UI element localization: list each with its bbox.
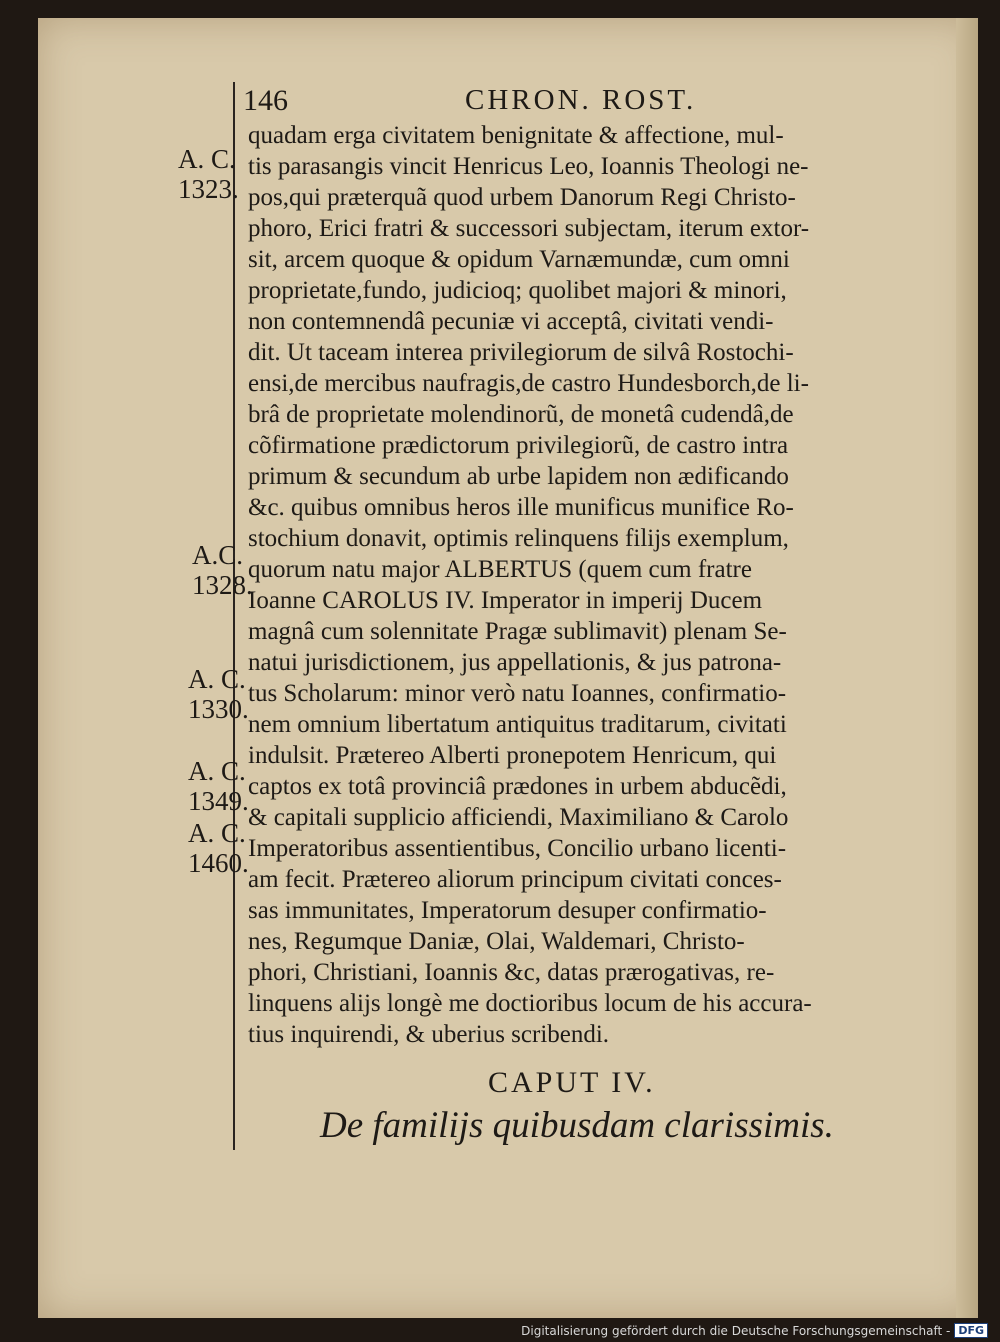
text-line: phori, Christiani, Ioannis &c, datas prærogativas, re-	[248, 959, 775, 986]
text-line: quadam erga civitatem benignitate & affectione, mul-	[248, 122, 784, 149]
margin-note-text: A. C. 1349.	[188, 756, 249, 816]
text-line: &c. quibus omnibus heros ille munificus munifice Ro-	[248, 494, 794, 521]
running-head: CHRON. ROST.	[465, 84, 697, 116]
text-line: indulsit. Prætereo Alberti pronepotem Henricum, qui	[248, 742, 777, 769]
text-line: tis parasangis vincit Henricus Leo, Ioannis Theologi ne-	[248, 153, 809, 180]
text-line: tus Scholarum: minor verò natu Ioannes, confirmatio-	[248, 680, 787, 707]
margin-note-text: A. C. 1323.	[178, 144, 239, 204]
text-line: magnâ cum solennitate Pragæ sublimavit) plenam Se-	[248, 618, 787, 645]
margin-note-1323	[178, 144, 239, 204]
chapter-title: De familijs quibusdam clarissimis.	[320, 1105, 834, 1146]
text-line: linquens alijs longè me doctioribus locum de his accura-	[248, 990, 812, 1017]
text-line: stochium donavit, optimis relinquens filijs exemplum,	[248, 525, 789, 552]
text-line: natui jurisdictionem, jus appellationis, & jus patrona-	[248, 649, 782, 676]
dfg-logo: DFG	[954, 1323, 988, 1338]
text-line: tius inquirendi, & uberius scribendi.	[248, 1021, 610, 1048]
text-line: phoro, Erici fratri & successori subjectam, iterum extor-	[248, 215, 810, 242]
text-line: quorum natu major ALBERTUS (quem cum fratre	[248, 556, 752, 583]
text-line: primum & secundum ab urbe lapidem non ædificando	[248, 463, 789, 490]
margin-note-text: A. C. 1460.	[188, 818, 249, 878]
text-line: ensi,de mercibus naufragis,de castro Hundesborch,de li-	[248, 370, 809, 397]
text-line: am fecit. Prætereo aliorum principum civitati conces-	[248, 866, 782, 893]
text-line: pos,qui præterquã quod urbem Danorum Regi Christo-	[248, 184, 796, 211]
text-line: Ioanne CAROLUS IV. Imperator in imperij Ducem	[248, 587, 763, 614]
text-line: sas immunitates, Imperatorum desuper confirmatio-	[248, 897, 767, 924]
text-line: nem omnium libertatum antiquitus traditarum, civitati	[248, 711, 787, 738]
text-line: cõfirmatione prædictorum privilegiorũ, de castro intra	[248, 432, 789, 459]
margin-note-text: A.C. 1328.	[192, 540, 253, 600]
page-header	[243, 78, 763, 118]
page-edge	[956, 18, 978, 1318]
text-line: brâ de proprietate molendinorũ, de monetâ cudendâ,de	[248, 401, 794, 428]
margin-note-1349	[188, 756, 249, 816]
margin-note-text: A. C. 1330.	[188, 664, 249, 724]
body-text	[248, 120, 928, 1050]
margin-note-1330	[188, 664, 249, 724]
margin-note-1328	[192, 540, 253, 600]
text-line: proprietate,fundo, judicioq; quolibet majori & minori,	[248, 277, 787, 304]
text-line: sit, arcem quoque & opidum Varnæmundæ, cum omni	[248, 246, 790, 273]
text-line: dit. Ut taceam interea privilegiorum de silvâ Rostochi-	[248, 339, 794, 366]
credit-text: Digitalisierung gefördert durch die Deutsche Forschungsgemeinschaft -	[521, 1323, 951, 1338]
text-line: captos ex totâ provinciâ prædones in urbem abducẽdi,	[248, 773, 787, 800]
margin-rule	[233, 82, 235, 1150]
text-line: & capitali supplicio afficiendi, Maximiliano & Carolo	[248, 804, 789, 831]
margin-note-1460	[188, 818, 249, 878]
page-number: 146	[243, 84, 288, 117]
chapter-heading: CAPUT IV.	[488, 1066, 656, 1099]
text-line: non contemnendâ pecuniæ vi acceptâ, civitati vendi-	[248, 308, 774, 335]
digitization-credit	[521, 1323, 988, 1338]
text-line: Imperatoribus assentientibus, Concilio urbano licenti-	[248, 835, 787, 862]
text-line: nes, Regumque Daniæ, Olai, Waldemari, Christo-	[248, 928, 745, 955]
